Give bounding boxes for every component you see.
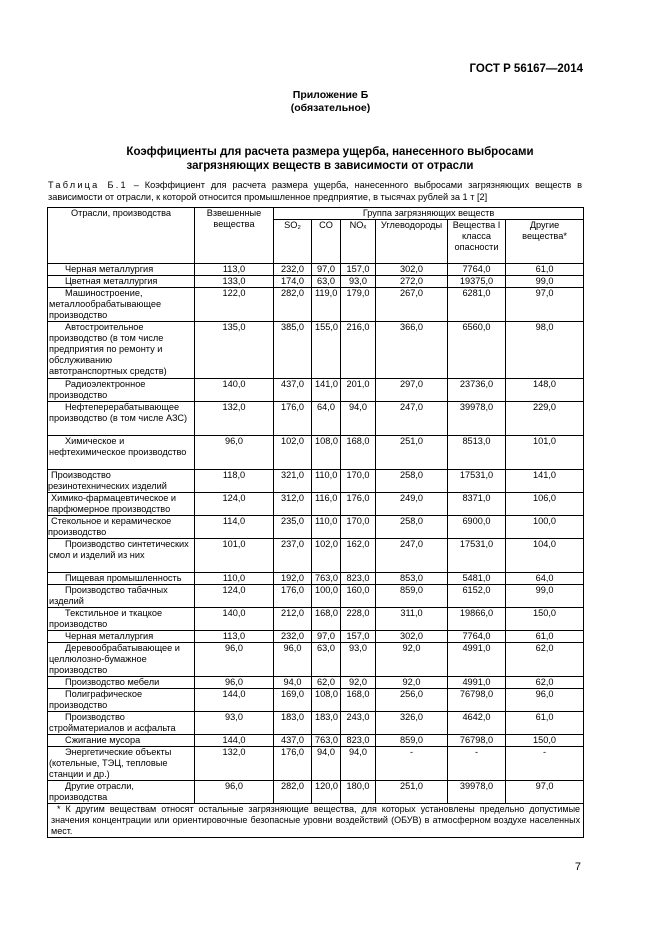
value-cell: 192,0 — [274, 573, 312, 585]
value-cell: 93,0 — [341, 643, 376, 677]
annex-title: Приложение Б — [292, 89, 369, 101]
table-row — [48, 276, 584, 288]
value-cell: 39978,0 — [448, 402, 506, 436]
value-cell: 124,0 — [195, 585, 274, 608]
industry-cell: Сжигание мусора — [48, 735, 195, 747]
value-cell: 144,0 — [195, 735, 274, 747]
annex-heading — [0, 89, 661, 114]
value-cell: 169,0 — [274, 689, 312, 712]
value-cell: 247,0 — [376, 402, 448, 436]
value-cell: 19375,0 — [448, 276, 506, 288]
value-cell: 232,0 — [274, 264, 312, 276]
value-cell: 183,0 — [274, 712, 312, 735]
section-title — [60, 146, 600, 173]
value-cell: 141,0 — [506, 470, 584, 493]
table-caption-text: – Коэффициент для расчета размера ущерба, нанесенного выбросами загрязняющих веществ в зависимости от отрасли, к которой относится промышленное предприятие, в тысячах рублей за 1 т [2] — [48, 180, 583, 202]
value-cell: 6560,0 — [448, 322, 506, 379]
value-cell: 61,0 — [506, 712, 584, 735]
value-cell: 232,0 — [274, 631, 312, 643]
value-cell: 140,0 — [195, 379, 274, 402]
value-cell: 113,0 — [195, 631, 274, 643]
industry-cell: Черная металлургия — [48, 631, 195, 643]
value-cell: 64,0 — [312, 402, 341, 436]
value-cell: 114,0 — [195, 516, 274, 539]
table-row — [48, 735, 584, 747]
value-cell: 174,0 — [274, 276, 312, 288]
industry-cell: Стекольное и керамическое производство — [48, 516, 195, 539]
industry-cell: Текстильное и ткацкое производство — [48, 608, 195, 631]
table-caption — [48, 179, 582, 203]
value-cell: 237,0 — [274, 539, 312, 573]
value-cell: 228,0 — [341, 608, 376, 631]
value-cell: 132,0 — [195, 747, 274, 781]
industry-cell: Энергетические объекты (котельные, ТЭЦ, тепловые станции и др.) — [48, 747, 195, 781]
value-cell: 76798,0 — [448, 689, 506, 712]
value-cell: 4991,0 — [448, 677, 506, 689]
value-cell: 170,0 — [341, 516, 376, 539]
value-cell: 321,0 — [274, 470, 312, 493]
value-cell: 93,0 — [195, 712, 274, 735]
value-cell: 96,0 — [195, 677, 274, 689]
value-cell: 859,0 — [376, 735, 448, 747]
industry-cell: Пищевая промышленность — [48, 573, 195, 585]
value-cell: 94,0 — [312, 747, 341, 781]
value-cell: 63,0 — [312, 643, 341, 677]
value-cell: 267,0 — [376, 288, 448, 322]
value-cell: 120,0 — [312, 781, 341, 804]
value-cell: 61,0 — [506, 264, 584, 276]
table-row — [48, 573, 584, 585]
table-row — [48, 379, 584, 402]
value-cell: 247,0 — [376, 539, 448, 573]
value-cell: 62,0 — [506, 677, 584, 689]
section-title-line-2: загрязняющих веществ в зависимости от отрасли — [186, 159, 474, 172]
industry-cell: Радиоэлектронное производство — [48, 379, 195, 402]
table-row — [48, 516, 584, 539]
industry-cell: Производство резинотехнических изделий — [48, 470, 195, 493]
value-cell: 122,0 — [195, 288, 274, 322]
value-cell: 155,0 — [312, 322, 341, 379]
value-cell: 150,0 — [506, 608, 584, 631]
value-cell: 110,0 — [312, 516, 341, 539]
value-cell: 102,0 — [312, 539, 341, 573]
value-cell: 104,0 — [506, 539, 584, 573]
value-cell: 282,0 — [274, 288, 312, 322]
table-row — [48, 631, 584, 643]
value-cell: 39978,0 — [448, 781, 506, 804]
value-cell: 97,0 — [312, 631, 341, 643]
value-cell: 110,0 — [312, 470, 341, 493]
table-row — [48, 689, 584, 712]
page-number: 7 — [574, 861, 581, 873]
value-cell: 157,0 — [341, 264, 376, 276]
table-row — [48, 747, 584, 781]
table-row — [48, 677, 584, 689]
value-cell: 176,0 — [274, 402, 312, 436]
value-cell: 235,0 — [274, 516, 312, 539]
industry-cell: Производство стройматериалов и асфальта — [48, 712, 195, 735]
value-cell: 96,0 — [195, 781, 274, 804]
value-cell: 6281,0 — [448, 288, 506, 322]
value-cell: 162,0 — [341, 539, 376, 573]
value-cell: 101,0 — [195, 539, 274, 573]
value-cell: 76798,0 — [448, 735, 506, 747]
value-cell: 94,0 — [341, 747, 376, 781]
value-cell: 176,0 — [274, 747, 312, 781]
value-cell: 106,0 — [506, 493, 584, 516]
table-row — [48, 781, 584, 804]
value-cell: 135,0 — [195, 322, 274, 379]
value-cell: 251,0 — [376, 436, 448, 470]
value-cell: 102,0 — [274, 436, 312, 470]
value-cell: 437,0 — [274, 379, 312, 402]
value-cell: 201,0 — [341, 379, 376, 402]
value-cell: 272,0 — [376, 276, 448, 288]
value-cell: 168,0 — [312, 608, 341, 631]
table-row — [48, 643, 584, 677]
standard-number: ГОСТ Р 56167—2014 — [469, 63, 583, 75]
value-cell: 243,0 — [341, 712, 376, 735]
industry-cell: Производство табачных изделий — [48, 585, 195, 608]
value-cell: 97,0 — [506, 781, 584, 804]
industry-cell: Цветная металлургия — [48, 276, 195, 288]
value-cell: - — [376, 747, 448, 781]
value-cell: 258,0 — [376, 516, 448, 539]
value-cell: 98,0 — [506, 322, 584, 379]
table-footnote: * К другим веществам относят остальные загрязняющие вещества, для которых установлены предельно допустимые значения концентрации или ориентировочные безопасные уровни воздействий (ОБУВ) в атмосферном воздухе населенных мест. — [48, 804, 584, 838]
industry-cell: Черная металлургия — [48, 264, 195, 276]
value-cell: 326,0 — [376, 712, 448, 735]
industry-cell: Химическое и нефтехимическое производство — [48, 436, 195, 470]
value-cell: 176,0 — [274, 585, 312, 608]
table-row — [48, 288, 584, 322]
industry-cell: Автостроительное производство (в том числе предприятия по ремонту и обслуживанию автотранспортных средств) — [48, 322, 195, 379]
value-cell: 6152,0 — [448, 585, 506, 608]
table-caption-label: Таблица Б.1 — [48, 180, 128, 190]
value-cell: 132,0 — [195, 402, 274, 436]
table-row — [48, 264, 584, 276]
value-cell: 64,0 — [506, 573, 584, 585]
value-cell: 19866,0 — [448, 608, 506, 631]
value-cell: 8513,0 — [448, 436, 506, 470]
value-cell: 97,0 — [312, 264, 341, 276]
table-row — [48, 608, 584, 631]
value-cell: 366,0 — [376, 322, 448, 379]
industry-cell: Другие отрасли, производства — [48, 781, 195, 804]
value-cell: 116,0 — [312, 493, 341, 516]
value-cell: 385,0 — [274, 322, 312, 379]
value-cell: 118,0 — [195, 470, 274, 493]
industry-cell: Нефтеперерабатывающее производство (в том числе АЗС) — [48, 402, 195, 436]
value-cell: 96,0 — [195, 643, 274, 677]
industry-cell: Полиграфическое производство — [48, 689, 195, 712]
value-cell: 823,0 — [341, 573, 376, 585]
value-cell: 859,0 — [376, 585, 448, 608]
table-row — [48, 712, 584, 735]
value-cell: 170,0 — [341, 470, 376, 493]
value-cell: 100,0 — [506, 516, 584, 539]
table-row — [48, 585, 584, 608]
value-cell: 297,0 — [376, 379, 448, 402]
value-cell: 62,0 — [312, 677, 341, 689]
header-hydrocarbons: Углеводороды — [376, 220, 448, 264]
header-pollutant-group: Группа загрязняющих веществ — [274, 208, 584, 220]
value-cell: 157,0 — [341, 631, 376, 643]
value-cell: 7764,0 — [448, 631, 506, 643]
value-cell: 229,0 — [506, 402, 584, 436]
value-cell: 94,0 — [274, 677, 312, 689]
value-cell: 97,0 — [506, 288, 584, 322]
value-cell: 763,0 — [312, 573, 341, 585]
value-cell: 180,0 — [341, 781, 376, 804]
value-cell: 168,0 — [341, 436, 376, 470]
value-cell: 17531,0 — [448, 470, 506, 493]
table-row — [48, 436, 584, 470]
value-cell: 108,0 — [312, 436, 341, 470]
value-cell: 249,0 — [376, 493, 448, 516]
industry-cell: Машиностроение, металлообрабатывающее производство — [48, 288, 195, 322]
industry-cell: Производство синтетических смол и изделий из них — [48, 539, 195, 573]
value-cell: - — [506, 747, 584, 781]
value-cell: 311,0 — [376, 608, 448, 631]
value-cell: 141,0 — [312, 379, 341, 402]
value-cell: 23736,0 — [448, 379, 506, 402]
value-cell: 216,0 — [341, 322, 376, 379]
value-cell: - — [448, 747, 506, 781]
value-cell: 302,0 — [376, 264, 448, 276]
value-cell: 312,0 — [274, 493, 312, 516]
industry-cell: Деревообрабатывающее и целлюлозно-бумажное производство — [48, 643, 195, 677]
value-cell: 92,0 — [376, 643, 448, 677]
coefficient-table — [47, 207, 584, 838]
value-cell: 144,0 — [195, 689, 274, 712]
value-cell: 179,0 — [341, 288, 376, 322]
value-cell: 256,0 — [376, 689, 448, 712]
value-cell: 92,0 — [341, 677, 376, 689]
value-cell: 5481,0 — [448, 573, 506, 585]
value-cell: 282,0 — [274, 781, 312, 804]
value-cell: 853,0 — [376, 573, 448, 585]
value-cell: 763,0 — [312, 735, 341, 747]
table-body — [48, 264, 584, 804]
value-cell: 251,0 — [376, 781, 448, 804]
value-cell: 101,0 — [506, 436, 584, 470]
industry-cell: Химико-фармацевтическое и парфюмерное производство — [48, 493, 195, 516]
table-row — [48, 322, 584, 379]
value-cell: 150,0 — [506, 735, 584, 747]
value-cell: 99,0 — [506, 585, 584, 608]
header-class1: Вещества I класса опасности — [448, 220, 506, 264]
value-cell: 93,0 — [341, 276, 376, 288]
value-cell: 96,0 — [506, 689, 584, 712]
value-cell: 110,0 — [195, 573, 274, 585]
value-cell: 302,0 — [376, 631, 448, 643]
value-cell: 124,0 — [195, 493, 274, 516]
value-cell: 96,0 — [274, 643, 312, 677]
value-cell: 160,0 — [341, 585, 376, 608]
value-cell: 113,0 — [195, 264, 274, 276]
value-cell: 100,0 — [312, 585, 341, 608]
value-cell: 61,0 — [506, 631, 584, 643]
value-cell: 99,0 — [506, 276, 584, 288]
header-suspended: Взвешенные вещества — [195, 208, 274, 264]
value-cell: 176,0 — [341, 493, 376, 516]
value-cell: 437,0 — [274, 735, 312, 747]
value-cell: 4991,0 — [448, 643, 506, 677]
header-co: CO — [312, 220, 341, 264]
value-cell: 168,0 — [341, 689, 376, 712]
value-cell: 108,0 — [312, 689, 341, 712]
value-cell: 183,0 — [312, 712, 341, 735]
header-other: Другие вещества* — [506, 220, 584, 264]
value-cell: 96,0 — [195, 436, 274, 470]
table-row — [48, 493, 584, 516]
table-row — [48, 470, 584, 493]
value-cell: 212,0 — [274, 608, 312, 631]
value-cell: 94,0 — [341, 402, 376, 436]
value-cell: 62,0 — [506, 643, 584, 677]
value-cell: 823,0 — [341, 735, 376, 747]
value-cell: 119,0 — [312, 288, 341, 322]
value-cell: 92,0 — [376, 677, 448, 689]
value-cell: 8371,0 — [448, 493, 506, 516]
header-nox: NOₓ — [341, 220, 376, 264]
value-cell: 7764,0 — [448, 264, 506, 276]
value-cell: 17531,0 — [448, 539, 506, 573]
value-cell: 63,0 — [312, 276, 341, 288]
value-cell: 258,0 — [376, 470, 448, 493]
value-cell: 4642,0 — [448, 712, 506, 735]
header-industry: Отрасли, производства — [48, 208, 195, 264]
header-so2: SO₂ — [274, 220, 312, 264]
value-cell: 133,0 — [195, 276, 274, 288]
table-row — [48, 539, 584, 573]
section-title-line-1: Коэффициенты для расчета размера ущерба, нанесенного выбросами — [126, 146, 534, 158]
table-row — [48, 402, 584, 436]
value-cell: 148,0 — [506, 379, 584, 402]
industry-cell: Производство мебели — [48, 677, 195, 689]
value-cell: 6900,0 — [448, 516, 506, 539]
annex-subtitle: (обязательное) — [290, 101, 371, 114]
value-cell: 140,0 — [195, 608, 274, 631]
